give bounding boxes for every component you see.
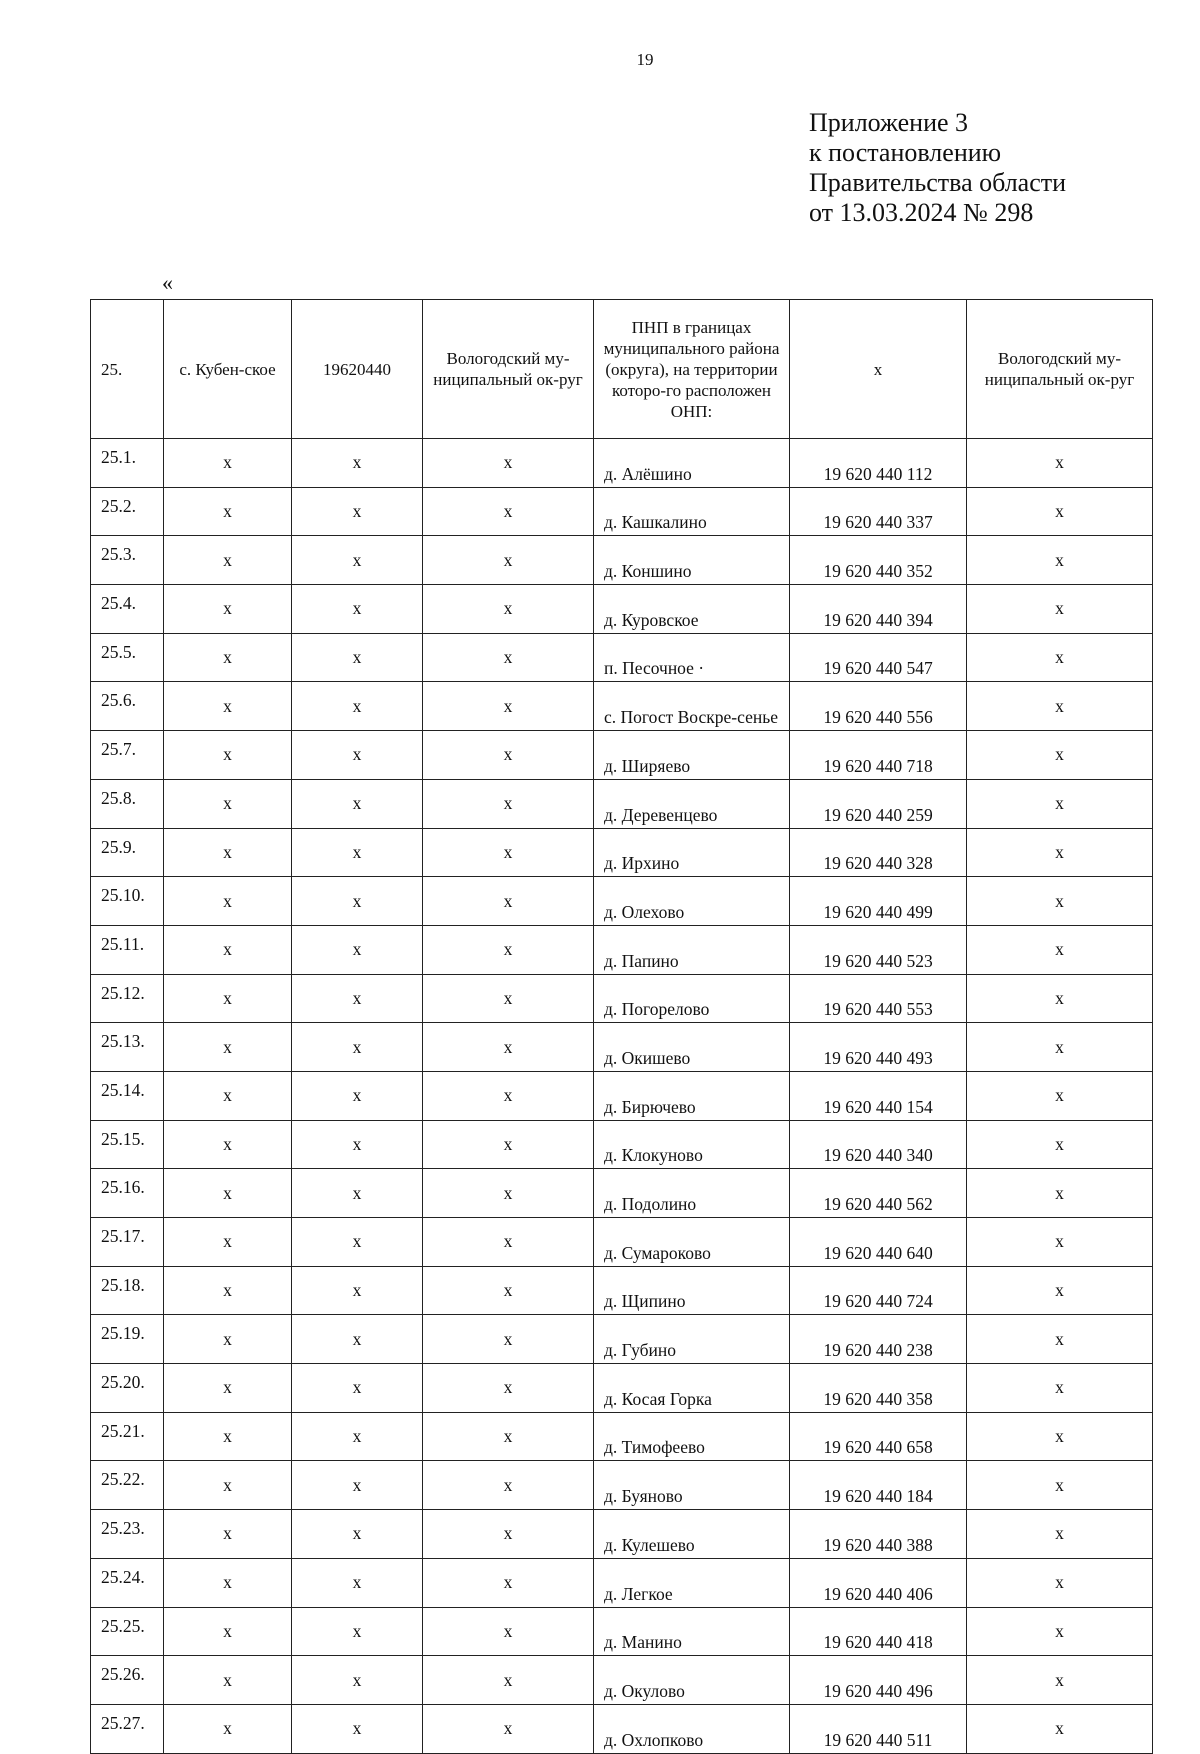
row-code: 19 620 440 718 [790, 731, 967, 780]
row-x-cell: x [292, 585, 423, 634]
opening-quote: « [162, 270, 173, 295]
table-row [91, 682, 1153, 731]
row-x-cell: x [292, 1364, 423, 1413]
table-row [91, 1218, 1153, 1267]
row-x-cell: x [164, 1315, 292, 1364]
row-num: 25.14. [91, 1071, 164, 1120]
page-number: 19 [636, 50, 654, 69]
row-x-cell: x [292, 1607, 423, 1656]
row-num: 25.11. [91, 925, 164, 974]
header-name: с. Кубен-ское [164, 300, 292, 439]
row-num: 25.18. [91, 1266, 164, 1315]
row-x-cell: x [423, 1607, 594, 1656]
row-num: 25.13. [91, 1023, 164, 1072]
table-row [91, 1169, 1153, 1218]
row-num: 25.1. [91, 439, 164, 488]
row-place: д. Тимофеево [594, 1412, 790, 1461]
row-code: 19 620 440 340 [790, 1120, 967, 1169]
table-row [91, 877, 1153, 926]
row-x-cell: x [423, 1266, 594, 1315]
row-num: 25.23. [91, 1510, 164, 1559]
row-x-cell: x [967, 779, 1153, 828]
row-num: 25.6. [91, 682, 164, 731]
row-place: д. Губино [594, 1315, 790, 1364]
row-x-cell: x [423, 731, 594, 780]
table-row [91, 1558, 1153, 1607]
row-place: д. Бирючево [594, 1071, 790, 1120]
row-code: 19 620 440 184 [790, 1461, 967, 1510]
header-num: 25. [91, 300, 164, 439]
row-code: 19 620 440 259 [790, 779, 967, 828]
row-x-cell: x [292, 1704, 423, 1753]
table-row [91, 1315, 1153, 1364]
row-x-cell: x [164, 1704, 292, 1753]
row-x-cell: x [292, 779, 423, 828]
row-x-cell: x [967, 1071, 1153, 1120]
table-row [91, 1023, 1153, 1072]
row-place: д. Манино [594, 1607, 790, 1656]
row-x-cell: x [423, 1412, 594, 1461]
table-row [91, 1071, 1153, 1120]
row-x-cell: x [423, 974, 594, 1023]
row-x-cell: x [292, 731, 423, 780]
table-row [91, 1704, 1153, 1753]
row-code: 19 620 440 388 [790, 1510, 967, 1559]
row-x-cell: x [423, 1656, 594, 1705]
table-row [91, 1364, 1153, 1413]
row-code: 19 620 440 553 [790, 974, 967, 1023]
table-row [91, 925, 1153, 974]
table-row [91, 1412, 1153, 1461]
row-x-cell: x [423, 1023, 594, 1072]
row-code: 19 620 440 112 [790, 439, 967, 488]
row-x-cell: x [164, 877, 292, 926]
row-code: 19 620 440 658 [790, 1412, 967, 1461]
row-place: д. Буяново [594, 1461, 790, 1510]
row-place: д. Олехово [594, 877, 790, 926]
table-row [91, 487, 1153, 536]
row-x-cell: x [423, 1169, 594, 1218]
row-place: д. Подолино [594, 1169, 790, 1218]
row-code: 19 620 440 352 [790, 536, 967, 585]
row-place: д. Кулешево [594, 1510, 790, 1559]
row-x-cell: x [423, 439, 594, 488]
row-x-cell: x [164, 1558, 292, 1607]
row-x-cell: x [423, 1364, 594, 1413]
row-code: 19 620 440 328 [790, 828, 967, 877]
row-num: 25.2. [91, 487, 164, 536]
row-x-cell: x [423, 585, 594, 634]
row-num: 25.15. [91, 1120, 164, 1169]
row-place: с. Погост Воскре-сенье [594, 682, 790, 731]
table-row [91, 536, 1153, 585]
row-x-cell: x [164, 1364, 292, 1413]
row-code: 19 620 440 547 [790, 633, 967, 682]
row-x-cell: x [292, 1266, 423, 1315]
row-x-cell: x [164, 1607, 292, 1656]
row-x-cell: x [423, 1510, 594, 1559]
row-code: 19 620 440 394 [790, 585, 967, 634]
row-place: д. Папино [594, 925, 790, 974]
row-x-cell: x [423, 1558, 594, 1607]
row-x-cell: x [967, 633, 1153, 682]
row-x-cell: x [967, 1412, 1153, 1461]
row-x-cell: x [164, 536, 292, 585]
row-x-cell: x [164, 1218, 292, 1267]
row-x-cell: x [292, 536, 423, 585]
row-num: 25.7. [91, 731, 164, 780]
row-x-cell: x [423, 925, 594, 974]
row-x-cell: x [967, 731, 1153, 780]
row-code: 19 620 440 496 [790, 1656, 967, 1705]
row-code: 19 620 440 640 [790, 1218, 967, 1267]
row-x-cell: x [967, 1023, 1153, 1072]
row-x-cell: x [292, 1169, 423, 1218]
table-row [91, 1656, 1153, 1705]
row-place: д. Охлопково [594, 1704, 790, 1753]
row-x-cell: x [423, 1704, 594, 1753]
row-x-cell: x [292, 925, 423, 974]
row-x-cell: x [292, 487, 423, 536]
row-code: 19 620 440 523 [790, 925, 967, 974]
table-row [91, 585, 1153, 634]
row-x-cell: x [967, 536, 1153, 585]
row-place: д. Ширяево [594, 731, 790, 780]
row-num: 25.16. [91, 1169, 164, 1218]
header-x: x [790, 300, 967, 439]
row-place: д. Косая Горка [594, 1364, 790, 1413]
row-num: 25.12. [91, 974, 164, 1023]
row-x-cell: x [164, 1120, 292, 1169]
row-x-cell: x [292, 1315, 423, 1364]
row-x-cell: x [164, 585, 292, 634]
header-district: Вологодский му-ниципальный ок-руг [423, 300, 594, 439]
row-x-cell: x [423, 779, 594, 828]
table-row [91, 1461, 1153, 1510]
row-num: 25.17. [91, 1218, 164, 1267]
row-x-cell: x [423, 682, 594, 731]
row-x-cell: x [967, 585, 1153, 634]
row-place: д. Сумароково [594, 1218, 790, 1267]
row-x-cell: x [423, 828, 594, 877]
row-x-cell: x [292, 439, 423, 488]
table-row [91, 439, 1153, 488]
row-x-cell: x [164, 1169, 292, 1218]
row-x-cell: x [967, 1461, 1153, 1510]
table-row [91, 828, 1153, 877]
row-x-cell: x [967, 1315, 1153, 1364]
header-code: 19620440 [292, 300, 423, 439]
row-num: 25.21. [91, 1412, 164, 1461]
row-num: 25.3. [91, 536, 164, 585]
table-header-row [91, 300, 1153, 439]
row-x-cell: x [292, 1120, 423, 1169]
row-x-cell: x [164, 1071, 292, 1120]
row-x-cell: x [292, 1412, 423, 1461]
row-x-cell: x [164, 1461, 292, 1510]
row-place: д. Щипино [594, 1266, 790, 1315]
appendix-line-2: к постановлению [809, 138, 1002, 167]
row-code: 19 620 440 154 [790, 1071, 967, 1120]
row-place: д. Окулово [594, 1656, 790, 1705]
row-code: 19 620 440 406 [790, 1558, 967, 1607]
row-place: д. Деревенцево [594, 779, 790, 828]
table-row [91, 633, 1153, 682]
row-x-cell: x [967, 877, 1153, 926]
row-x-cell: x [164, 682, 292, 731]
row-x-cell: x [292, 974, 423, 1023]
row-x-cell: x [967, 828, 1153, 877]
row-x-cell: x [967, 1169, 1153, 1218]
row-x-cell: x [164, 1656, 292, 1705]
row-x-cell: x [423, 877, 594, 926]
row-x-cell: x [967, 1364, 1153, 1413]
row-x-cell: x [423, 487, 594, 536]
row-place: д. Куровское [594, 585, 790, 634]
appendix-header [809, 108, 1066, 228]
row-code: 19 620 440 358 [790, 1364, 967, 1413]
row-x-cell: x [164, 731, 292, 780]
row-x-cell: x [292, 1023, 423, 1072]
row-code: 19 620 440 556 [790, 682, 967, 731]
header-district-2: Вологодский му-ниципальный ок-руг [967, 300, 1153, 439]
row-x-cell: x [423, 633, 594, 682]
table-row [91, 1607, 1153, 1656]
table-row [91, 779, 1153, 828]
row-x-cell: x [967, 1558, 1153, 1607]
row-x-cell: x [967, 439, 1153, 488]
row-x-cell: x [967, 1607, 1153, 1656]
table-row [91, 1510, 1153, 1559]
row-x-cell: x [164, 925, 292, 974]
row-code: 19 620 440 238 [790, 1315, 967, 1364]
row-num: 25.24. [91, 1558, 164, 1607]
row-num: 25.27. [91, 1704, 164, 1753]
row-x-cell: x [967, 1266, 1153, 1315]
row-x-cell: x [292, 633, 423, 682]
row-num: 25.25. [91, 1607, 164, 1656]
row-x-cell: x [292, 1558, 423, 1607]
table-row [91, 974, 1153, 1023]
row-x-cell: x [292, 1656, 423, 1705]
appendix-line-4: от 13.03.2024 № 298 [809, 198, 1034, 227]
row-x-cell: x [292, 1461, 423, 1510]
row-x-cell: x [164, 1412, 292, 1461]
row-x-cell: x [967, 1704, 1153, 1753]
row-x-cell: x [292, 1071, 423, 1120]
row-x-cell: x [967, 1510, 1153, 1559]
row-x-cell: x [967, 682, 1153, 731]
row-num: 25.9. [91, 828, 164, 877]
row-x-cell: x [423, 1071, 594, 1120]
row-place: п. Песочное · [594, 633, 790, 682]
row-place: д. Коншино [594, 536, 790, 585]
row-num: 25.8. [91, 779, 164, 828]
appendix-line-3: Правительства области [809, 168, 1067, 197]
row-num: 25.5. [91, 633, 164, 682]
appendix-line-1: Приложение 3 [809, 108, 969, 137]
row-x-cell: x [423, 536, 594, 585]
row-num: 25.4. [91, 585, 164, 634]
row-place: д. Окишево [594, 1023, 790, 1072]
row-x-cell: x [292, 877, 423, 926]
row-x-cell: x [967, 974, 1153, 1023]
row-place: д. Ирхино [594, 828, 790, 877]
row-x-cell: x [292, 682, 423, 731]
row-x-cell: x [164, 1023, 292, 1072]
row-x-cell: x [423, 1218, 594, 1267]
row-x-cell: x [164, 974, 292, 1023]
row-x-cell: x [292, 1510, 423, 1559]
row-num: 25.26. [91, 1656, 164, 1705]
row-place: д. Легкое [594, 1558, 790, 1607]
row-place: д. Погорелово [594, 974, 790, 1023]
row-x-cell: x [164, 828, 292, 877]
table-row [91, 1120, 1153, 1169]
table-row [91, 731, 1153, 780]
row-x-cell: x [967, 1656, 1153, 1705]
row-x-cell: x [292, 1218, 423, 1267]
row-num: 25.20. [91, 1364, 164, 1413]
row-x-cell: x [967, 1218, 1153, 1267]
row-num: 25.22. [91, 1461, 164, 1510]
row-place: д. Кашкалино [594, 487, 790, 536]
row-code: 19 620 440 511 [790, 1704, 967, 1753]
row-num: 25.10. [91, 877, 164, 926]
row-x-cell: x [164, 1266, 292, 1315]
row-x-cell: x [164, 439, 292, 488]
row-place: д. Клокуново [594, 1120, 790, 1169]
header-pnp: ПНП в границах муниципального района (округа), на территории которо-го расположен ОНП: [594, 300, 790, 439]
table-row [91, 1266, 1153, 1315]
row-x-cell: x [164, 633, 292, 682]
row-x-cell: x [967, 487, 1153, 536]
row-x-cell: x [164, 779, 292, 828]
row-x-cell: x [164, 487, 292, 536]
row-x-cell: x [292, 828, 423, 877]
settlements-table [90, 299, 1153, 1754]
row-code: 19 620 440 418 [790, 1607, 967, 1656]
row-code: 19 620 440 337 [790, 487, 967, 536]
row-x-cell: x [967, 1120, 1153, 1169]
row-x-cell: x [423, 1120, 594, 1169]
row-x-cell: x [967, 925, 1153, 974]
row-place: д. Алёшино [594, 439, 790, 488]
row-x-cell: x [164, 1510, 292, 1559]
row-code: 19 620 440 499 [790, 877, 967, 926]
row-code: 19 620 440 724 [790, 1266, 967, 1315]
row-x-cell: x [423, 1315, 594, 1364]
row-num: 25.19. [91, 1315, 164, 1364]
row-code: 19 620 440 493 [790, 1023, 967, 1072]
row-x-cell: x [423, 1461, 594, 1510]
row-code: 19 620 440 562 [790, 1169, 967, 1218]
